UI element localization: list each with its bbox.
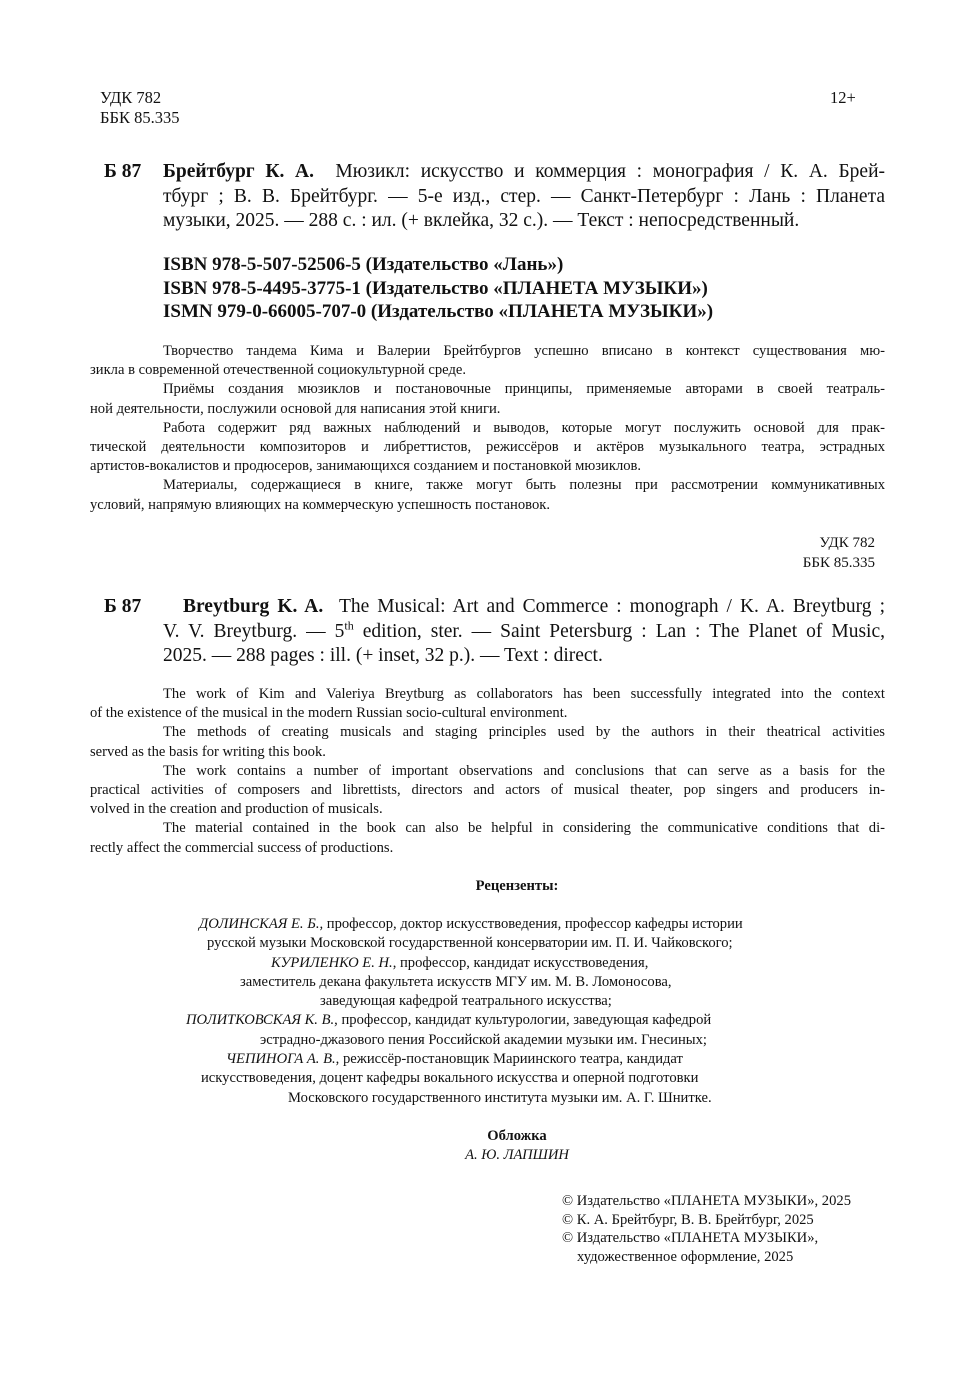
abstract-line: rectly affect the commercial success of productions. xyxy=(90,839,394,856)
reviewer-name: ПОЛИТКОВСКАЯ К. В. xyxy=(186,1012,335,1029)
isbn-lan: ISBN 978-5-507-52506-5 (Издательство «Лань») xyxy=(163,254,564,275)
reviewer-text: , профессор, кандидат культурологии, заведующая кафедрой xyxy=(334,1012,712,1029)
reviewer-text: профессор, доктор искусствоведения, профессор кафедры истории xyxy=(323,916,743,932)
abstract-line: артистов-вокалистов и продюсеров, занимающихся созданием и постановкой мюзиклов. xyxy=(90,458,642,475)
ru-author: Брейтбург К. А. xyxy=(163,161,314,182)
abstract-line: ной деятельности, послужили основой для написания этой книги. xyxy=(90,400,501,417)
reviewer-name: ЧЕПИНОГА А. В. xyxy=(226,1051,336,1068)
ru-bibliographic-entry xyxy=(163,160,885,234)
copyright-block xyxy=(562,1192,851,1267)
abstract-line: Материалы, содержащиеся в книге, также могут быть полезны при рассмотрении коммуникативных xyxy=(163,477,885,494)
en-bibliographic-entry xyxy=(163,595,885,669)
isbn-planeta: ISBN 978-5-4495-3775-1 (Издательство «ПЛАНЕТА МУЗЫКИ») xyxy=(163,277,708,299)
udk-code: УДК 782 xyxy=(100,88,162,107)
en-entry-code: Б 87 xyxy=(104,596,142,617)
udk-code: УДК 782 xyxy=(819,535,875,551)
reviewer-text: заведующая кафедрой театрального искусства; xyxy=(320,993,612,1010)
reviewer-text: русской музыки Московской государственной консерватории им. П. И. Чайковского; xyxy=(207,935,733,952)
cover-title: Обложка xyxy=(487,1128,547,1144)
ru-entry-line: Мюзикл: искусство и коммерция : монография / К. А. Брей- xyxy=(335,161,886,182)
cover-credit xyxy=(0,1127,976,1165)
reviewer-text: эстрадно-джазового пения Российской академии музыки им. Гнесиных; xyxy=(260,1031,707,1048)
reviewer-text: искусствоведения, доцент кафедры вокального искусства и оперной подготовки xyxy=(201,1070,699,1087)
reviewer-text: заместитель декана факультета искусств МГУ им. М. В. Ломоносова, xyxy=(240,973,672,990)
reviewers-title: Рецензенты: xyxy=(475,878,559,894)
abstract-line: served as the basis for writing this book. xyxy=(90,743,326,760)
abstract-line: Творчество тандема Кима и Валерии Брейтбургов успешно вписано в контекст существования мю- xyxy=(163,343,885,359)
ismn-planeta: ISMN 979-0-66005-707-0 (Издательство «ПЛАНЕТА МУЗЫКИ») xyxy=(163,301,714,322)
abstract-line: of the existence of the musical in the modern Russian socio-cultural environment. xyxy=(90,705,568,722)
age-rating: 12+ xyxy=(830,88,856,107)
copyright-line: © К. А. Брейтбург, В. В. Брейтбург, 2025 xyxy=(562,1211,814,1228)
en-entry-line: V. V. Breytburg. — 5 xyxy=(163,620,345,642)
abstract-line: Приёмы создания мюзиклов и постановочные принципы, применяемые авторами в своей театраль- xyxy=(163,381,885,398)
isbn-list xyxy=(163,253,713,324)
copyright-line: © Издательство «ПЛАНЕТА МУЗЫКИ», 2025 xyxy=(562,1193,851,1209)
abstract-line: practical activities of composers and librettists, directors and actors of musical theater, pop singers and producers in- xyxy=(90,782,885,799)
en-entry-line: 2025. — 288 pages : ill. (+ inset, 32 p.). — Text : direct. xyxy=(163,645,603,666)
abstract-line: зикла в современной отечественной социокультурной среде. xyxy=(90,362,466,379)
abstract-line: The methods of creating musicals and staging principles used by the authors in their theatrical activities xyxy=(163,724,885,741)
abstract-line: The work of Kim and Valeriya Breytburg as collaborators has been successfully integrated into the context xyxy=(163,686,885,702)
reviewer-text: , профессор, кандидат искусствоведения, xyxy=(392,954,649,971)
abstract-line: Работа содержит ряд важных наблюдений и выводов, которые могут послужить основой для прак- xyxy=(163,419,885,436)
ru-entry-code: Б 87 xyxy=(104,161,142,182)
superscript: th xyxy=(344,618,354,632)
cover-artist: А. Ю. ЛАПШИН xyxy=(465,1147,569,1164)
copyright-line: © Издательство «ПЛАНЕТА МУЗЫКИ», xyxy=(562,1230,819,1247)
bbk-code: ББК 85.335 xyxy=(802,554,875,571)
abstract-line: тической деятельности композиторов и либреттистов, режиссёров и актёров музыкального театра, эстрадных xyxy=(90,439,885,456)
reviewer-text: , режиссёр-постановщик Мариинского театра, кандидат xyxy=(335,1051,683,1068)
abstract-line: volved in the creation and production of musicals. xyxy=(90,801,383,818)
abstract-line: The material contained in the book can also be helpful in considering the communicative conditions that di- xyxy=(163,820,885,837)
classification-codes xyxy=(803,534,875,573)
ru-abstract xyxy=(90,342,885,515)
abstract-line: условий, напрямую влияющих на коммерческую успешность постановок. xyxy=(90,496,550,513)
reviewer-name: КУРИЛЕНКО Е. Н. xyxy=(271,954,393,971)
en-abstract xyxy=(90,685,885,858)
reviewer-name: ДОЛИНСКАЯ Е. Б., xyxy=(199,916,324,932)
ru-entry-line: музыки, 2025. — 288 с. : ил. (+ вклейка, 32 с.). — Текст : непосредственный. xyxy=(163,210,800,231)
header-classification xyxy=(100,88,179,128)
reviewers-list xyxy=(0,915,976,1108)
ru-entry-line: тбург ; В. В. Брейтбург. — 5-е изд., стер. — Санкт-Петербург : Лань : Планета xyxy=(163,185,885,207)
reviewer-text: Московского государственного института музыки им. А. Г. Шнитке. xyxy=(288,1089,712,1106)
en-entry-line: edition, ster. — Saint Petersburg : Lan : The Planet of Music, xyxy=(353,620,885,642)
en-entry-line: The Musical: Art and Commerce : monograph / K. A. Breytburg ; xyxy=(338,596,885,617)
copyright-line: художественное оформление, 2025 xyxy=(577,1249,794,1266)
abstract-line: The work contains a number of important observations and conclusions that can serve as a basis for the xyxy=(163,762,885,779)
bbk-code: ББК 85.335 xyxy=(100,108,180,127)
en-author: Breytburg K. A. xyxy=(183,596,324,617)
